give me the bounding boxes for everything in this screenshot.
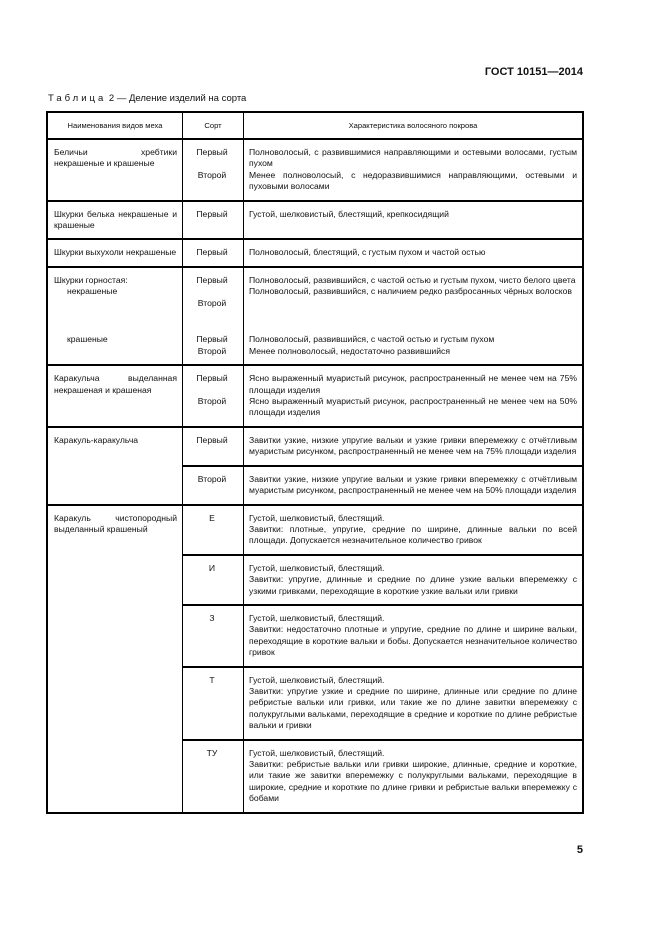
characteristic-text: Густой, шелковистый, блестящий. — [249, 612, 385, 623]
characteristic-text: Завитки: плотные, упругие, средние по ширине, длинные вальки по всей площади. Допускается незначительное количество гривок — [249, 523, 577, 546]
col-header-characteristic: Характеристика волосяного покрова — [244, 112, 584, 139]
characteristic-text: Полноволосый, с развившимися направляющими и остевыми волосами, густым пухом — [249, 147, 577, 169]
characteristic-text: Полноволосый, развившийся, с частой остью и густым пухом — [249, 334, 495, 345]
characteristic-text: Густой, шелковистый, блестящий. — [249, 747, 385, 758]
characteristic-cell — [244, 365, 584, 427]
characteristic-text: Полноволосый, развившийся, с наличием редко разбросанных чёрных волосков — [249, 286, 572, 297]
characteristic-text: Завитки: недостаточно плотные и упругие, средние по длине и ширине вальки, переходящие в короткие вальки и бобы. Допускается незначительное количество гривок — [249, 624, 577, 658]
grade-value: З — [183, 605, 244, 667]
characteristic-text: Густой, шелковистый, блестящий. — [249, 562, 385, 573]
page-number: 5 — [576, 844, 583, 856]
table-row — [47, 505, 583, 555]
table-row — [47, 327, 583, 365]
characteristic-text: Густой, шелковистый, блестящий. — [249, 674, 385, 685]
grade-value: И — [183, 555, 244, 605]
grade-value: Второй — [197, 396, 227, 407]
grade-value: Первый — [196, 147, 228, 157]
grade-value: Первый — [196, 274, 228, 285]
fur-name: Каракуль чистопородный выделанный крашеный — [47, 505, 183, 813]
characteristic-cell — [244, 740, 584, 813]
fur-name: Шкурки выхухоли некрашеные — [47, 239, 183, 266]
fur-name — [47, 267, 183, 328]
fur-name: крашеные — [47, 327, 183, 365]
table-caption — [48, 93, 246, 104]
characteristic-cell — [244, 327, 584, 365]
caption-number: 2 — [108, 93, 115, 104]
grade-value: Т — [183, 667, 244, 740]
document-code: ГОСТ 10151—2014 — [484, 66, 583, 78]
fur-name: Беличьи хребтики некрашеные и крашеные — [47, 139, 183, 201]
grade-value: Первый — [196, 208, 228, 219]
characteristic-text: Густой, шелковистый, блестящий. — [249, 512, 385, 523]
grade-value: Е — [183, 505, 244, 555]
grade-value: Первый — [196, 247, 228, 258]
fur-name-sub: некрашеные — [67, 286, 118, 297]
characteristic-text: Густой, шелковистый, блестящий, крепкосидящий — [244, 201, 584, 240]
fur-name: Каракуль-каракульча — [47, 427, 183, 505]
grade-value: Второй — [197, 297, 227, 308]
characteristic-cell — [244, 139, 584, 201]
grade-cell — [183, 267, 244, 328]
characteristic-text: Завитки: ребристые вальки или гривки широкие, длинные, средние и короткие, или такие же завитки вперемежку с полукруглыми вальками, переходящие в широкие, средние и короткие по длине гривки и ребристые вальки вперемежку с бобами — [249, 759, 577, 804]
caption-prefix: Таблица — [48, 93, 107, 104]
grade-value: Первый — [196, 334, 228, 345]
grade-cell — [183, 201, 244, 240]
fur-name-main: Шкурки горностая: — [54, 274, 128, 285]
grade-cell — [183, 139, 244, 201]
characteristic-text: Менее полноволосый, недостаточно развившийся — [249, 345, 450, 356]
table-row — [47, 201, 583, 240]
col-header-grade: Сорт — [183, 112, 244, 139]
characteristic-text: Ясно выраженный муаристый рисунок, распространенный не менее чем на 75% площади изделия — [249, 373, 577, 395]
col-header-name: Наименования видов меха — [47, 112, 183, 139]
table-row — [47, 139, 583, 201]
characteristic-text: Полноволосый, развившийся, с частой остью и густым пухом, чисто белого цвета — [249, 274, 576, 285]
grade-value: Первый — [183, 427, 244, 466]
grade-value: Второй — [197, 169, 227, 180]
table-header-row — [47, 112, 583, 139]
characteristic-text: Менее полноволосый, с недоразвившимися направляющими, остевыми и пуховыми волосами — [249, 169, 577, 192]
characteristic-cell — [244, 555, 584, 605]
characteristic-text: Завитки: упругие узкие и средние по ширине, длинные или средние по длине ребристые вальки или гривки, или такие же по длине завитки вперемежку с полукруглыми вальками, переходящие в средние и короткие по длине ребристые вальки и гривки — [249, 685, 577, 731]
grade-value: Первый — [196, 373, 228, 384]
grade-cell — [183, 365, 244, 427]
characteristic-text: Завитки узкие, низкие упругие вальки и узкие гривки вперемежку с отчётливым муаристым рисунком, распространенный не менее чем на 50% площади изделия — [244, 466, 584, 505]
characteristic-text: Завитки: упругие, длинные и средние по длине узкие вальки вперемежку с узкими гривками, переходящие в короткие узкие вальки или гривки — [249, 574, 577, 596]
table-row — [47, 267, 583, 328]
grade-value: ТУ — [183, 740, 244, 813]
grades-table — [46, 111, 584, 814]
grade-cell — [183, 239, 244, 266]
fur-name: Каракульча выделанная некрашеная и крашеная — [47, 365, 183, 427]
characteristic-text: Завитки узкие, низкие упругие вальки и узкие гривки вперемежку с отчётливым муаристым рисунком, распространенный не менее чем на 75% площади изделия — [244, 427, 584, 466]
characteristic-text: Полноволосый, блестящий, с густым пухом и частой остью — [244, 239, 584, 266]
characteristic-text: Ясно выраженный муаристый рисунок, распространенный не менее чем на 50% площади изделия — [249, 396, 577, 418]
characteristic-cell — [244, 505, 584, 555]
fur-name: Шкурки белька некрашеные и крашеные — [47, 201, 183, 240]
characteristic-cell — [244, 667, 584, 740]
characteristic-cell — [244, 267, 584, 328]
grade-value: Второй — [183, 466, 244, 505]
characteristic-cell — [244, 605, 584, 667]
table-row — [47, 239, 583, 266]
grade-cell — [183, 327, 244, 365]
grade-value: Второй — [197, 345, 227, 356]
caption-title: — Деление изделий на сорта — [116, 93, 247, 104]
table-row — [47, 365, 583, 427]
table-row — [47, 427, 583, 466]
